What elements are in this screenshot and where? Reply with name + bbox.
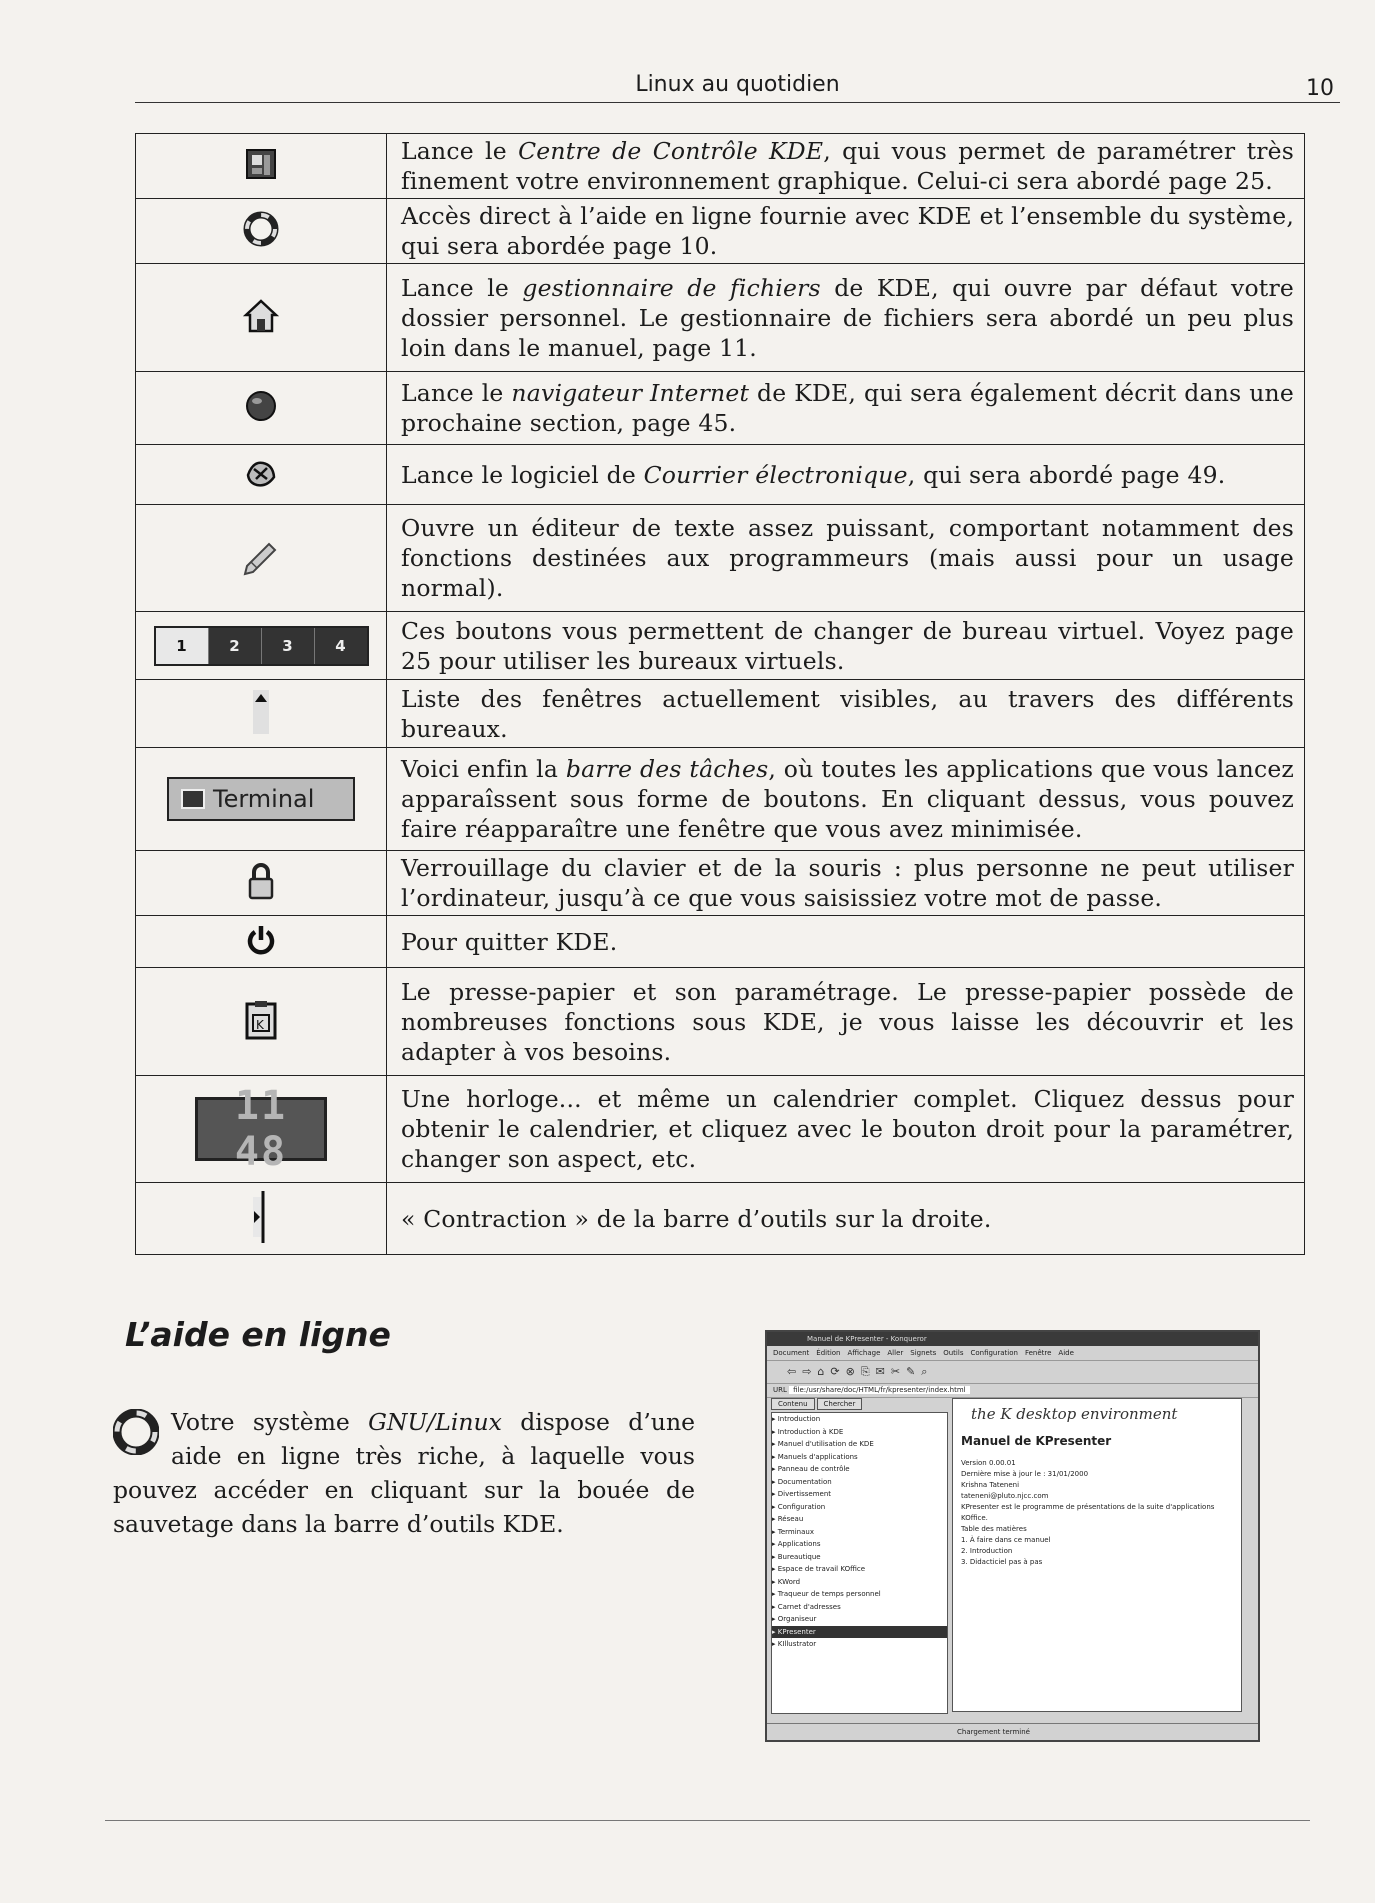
feature-description: Ouvre un éditeur de texte assez puissant, comportant notamment des fonctions destinées aux programmeurs (mais aussi pour un usage normal).: [387, 505, 1305, 612]
feature-icon-cell: [136, 372, 387, 445]
toolbar-icons: ⇦⇨⌂⟳⊗⎘✉✂✎⌕: [767, 1361, 1258, 1384]
lifebuoy-icon: [113, 1409, 159, 1464]
feature-description: Accès direct à l’aide en ligne fournie avec KDE et l’ensemble du système, qui sera abordée page 10.: [387, 199, 1305, 264]
sidebar-tab[interactable]: Chercher: [817, 1398, 863, 1410]
menu-item[interactable]: Aide: [1058, 1349, 1074, 1357]
tree-item[interactable]: ▸ Organiseur: [772, 1615, 817, 1623]
power-icon[interactable]: [244, 923, 278, 961]
desktop-button[interactable]: 3: [261, 628, 314, 664]
feature-icon-cell: [136, 612, 387, 680]
feature-icon-cell: [136, 1076, 387, 1183]
doc-line: Dernière mise à jour le : 31/01/2000: [961, 1470, 1089, 1478]
feature-row: [136, 851, 1305, 916]
lifebuoy-icon[interactable]: [243, 211, 279, 251]
feature-description: Verrouillage du clavier et de la souris : plus personne ne peut utiliser l’ordinateur, jusqu’à ce que vous saisissiez votre mot de passe.: [387, 851, 1305, 916]
feature-row: [136, 612, 1305, 680]
virtual-desktops-pager[interactable]: [154, 626, 369, 666]
desktop-button[interactable]: 1: [156, 628, 208, 664]
feature-description: Le presse-papier et son paramétrage. Le presse-papier possède de nombreuses fonctions sous KDE, je vous laisse les découvrir et les adapter à vos besoins.: [387, 968, 1305, 1076]
feature-icon-cell: [136, 968, 387, 1076]
tree-item[interactable]: ▸ Réseau: [772, 1515, 804, 1523]
kde-logo: the K desktop environment: [971, 1405, 1178, 1423]
tree-item[interactable]: ▸ Espace de travail KOffice: [772, 1565, 865, 1573]
tree-item[interactable]: ▸ KPresenter: [772, 1626, 947, 1639]
tree-item[interactable]: ▸ Applications: [772, 1540, 821, 1548]
tree-item[interactable]: ▸ Terminaux: [772, 1527, 814, 1536]
taskbar-button[interactable]: [167, 777, 355, 821]
clock-applet[interactable]: 11 48: [195, 1097, 327, 1161]
desktop-button[interactable]: 4: [314, 628, 367, 664]
tree-item[interactable]: ▸ Bureautique: [772, 1552, 821, 1561]
feature-description: « Contraction » de la barre d’outils sur la droite.: [387, 1183, 1305, 1255]
tree-item[interactable]: ▸ Divertissement: [772, 1490, 831, 1498]
feature-icon-cell: [136, 134, 387, 199]
desktop-button[interactable]: 2: [208, 628, 261, 664]
menu-item[interactable]: Configuration: [970, 1349, 1018, 1357]
menu-item[interactable]: Affichage: [847, 1349, 881, 1357]
url-field: file:/usr/share/doc/HTML/fr/kpresenter/index.html: [789, 1386, 969, 1394]
kde-panel-features-table: [135, 133, 1305, 1255]
doc-line: Version 0.00.01: [961, 1459, 1016, 1467]
lock-icon[interactable]: [245, 861, 277, 905]
page-header: [135, 68, 1340, 103]
doc-line: tateneni@pluto.njcc.com: [961, 1492, 1049, 1500]
tree-item[interactable]: ▸ KIllustrator: [772, 1640, 817, 1648]
clipboard-icon[interactable]: [244, 999, 278, 1045]
running-title: Linux au quotidien: [635, 72, 840, 97]
doc-line: 3. Didacticiel pas à pas: [961, 1558, 1043, 1566]
feature-row: [136, 1076, 1305, 1183]
collapse-arrow-icon[interactable]: [251, 1189, 271, 1249]
control-center-icon[interactable]: [244, 147, 278, 185]
feature-description: Lance le gestionnaire de fichiers de KDE, qui ouvre par défaut votre dossier personnel. Le gestionnaire de fichiers sera abordé un peu plus loin dans le manuel, page 11.: [387, 264, 1305, 372]
feature-row: [136, 680, 1305, 748]
menu-item[interactable]: Fenêtre: [1024, 1349, 1052, 1357]
feature-row: [136, 134, 1305, 199]
section-paragraph-text: Votre système GNU/Linux dispose d’une aide en ligne très riche, à laquelle vous pouvez accéder en cliquant sur la bouée de sauvetage dans la barre d’outils KDE.: [113, 1408, 695, 1538]
menu-item[interactable]: Édition: [816, 1349, 841, 1357]
feature-row: [136, 445, 1305, 505]
feature-icon-cell: [136, 264, 387, 372]
menu-bar: [767, 1346, 1258, 1361]
tree-item[interactable]: ▸ Documentation: [772, 1477, 832, 1486]
terminal-icon: [181, 789, 205, 809]
help-tree: [771, 1412, 948, 1714]
feature-row: [136, 264, 1305, 372]
feature-description: Liste des fenêtres actuellement visibles, au travers des différents bureaux.: [387, 680, 1305, 748]
feature-icon-cell: [136, 445, 387, 505]
page-number: 10: [1306, 76, 1334, 101]
doc-line: Krishna Tateneni: [961, 1481, 1020, 1489]
tree-item[interactable]: ▸ Traqueur de temps personnel: [772, 1590, 881, 1598]
sidebar-tab[interactable]: Contenu: [771, 1398, 815, 1410]
menu-item[interactable]: Aller: [887, 1349, 904, 1357]
svg-text:K: K: [256, 1017, 264, 1032]
feature-row: [136, 1183, 1305, 1255]
section-heading: L’aide en ligne: [125, 1315, 391, 1354]
location-bar: [767, 1384, 1258, 1398]
tree-item[interactable]: ▸ Introduction à KDE: [772, 1427, 844, 1436]
feature-description: Lance le Centre de Contrôle KDE, qui vous permet de paramétrer très finement votre environnement graphique. Celui-ci sera abordé page 25.: [387, 134, 1305, 199]
tree-item[interactable]: ▸ Manuel d'utilisation de KDE: [772, 1440, 874, 1448]
menu-item[interactable]: Outils: [943, 1349, 964, 1357]
taskbar-button-label: Terminal: [213, 785, 315, 813]
feature-description: Ces boutons vous permettent de changer de bureau virtuel. Voyez page 25 pour utiliser les bureaux virtuels.: [387, 612, 1305, 680]
feature-row: [136, 916, 1305, 968]
tree-item[interactable]: ▸ KWord: [772, 1577, 801, 1586]
home-icon[interactable]: [243, 298, 279, 338]
feature-description: Lance le logiciel de Courrier électronique, qui sera abordé page 49.: [387, 445, 1305, 505]
url-label: URL: [773, 1386, 787, 1394]
footer-rule: [105, 1820, 1310, 1821]
feature-row: [136, 372, 1305, 445]
section-paragraph: [113, 1405, 695, 1541]
tree-item[interactable]: ▸ Panneau de contrôle: [772, 1465, 850, 1473]
konqueror-screenshot: [765, 1330, 1260, 1742]
feature-icon-cell: [136, 851, 387, 916]
feature-icon-cell: [136, 1183, 387, 1255]
feature-icon-cell: [136, 680, 387, 748]
feature-description: Voici enfin la barre des tâches, où toutes les applications que vous lancez apparaîssent sous forme de boutons. En cliquant dessus, vous pouvez faire réapparaître une fenêtre que vous avez minimisée.: [387, 748, 1305, 851]
tree-item[interactable]: ▸ Introduction: [772, 1415, 821, 1423]
tree-item[interactable]: ▸ Configuration: [772, 1502, 826, 1511]
feature-icon-cell: [136, 748, 387, 851]
menu-item[interactable]: Signets: [910, 1349, 937, 1357]
tree-item[interactable]: ▸ Carnet d'adresses: [772, 1602, 841, 1611]
window-list-icon[interactable]: [249, 688, 273, 740]
globe-icon[interactable]: [244, 389, 278, 427]
tree-item[interactable]: ▸ Manuels d'applications: [772, 1452, 858, 1461]
feature-icon-cell: [136, 916, 387, 968]
sidebar-tabs: [771, 1398, 864, 1412]
feature-icon-cell: [136, 199, 387, 264]
feature-row: [136, 199, 1305, 264]
doc-line: 2. Introduction: [961, 1547, 1013, 1555]
status-bar: Chargement terminé: [767, 1723, 1258, 1740]
feature-row: [136, 748, 1305, 851]
menu-item[interactable]: Document: [773, 1349, 810, 1357]
feature-description: Pour quitter KDE.: [387, 916, 1305, 968]
mail-icon[interactable]: [243, 455, 279, 495]
feature-row: [136, 505, 1305, 612]
window-titlebar: Manuel de KPresenter - Konqueror: [767, 1332, 1258, 1346]
text-editor-icon[interactable]: [241, 536, 281, 580]
feature-description: Lance le navigateur Internet de KDE, qui sera également décrit dans une prochaine section, page 45.: [387, 372, 1305, 445]
feature-icon-cell: [136, 505, 387, 612]
doc-line: 1. À faire dans ce manuel: [961, 1536, 1051, 1544]
feature-row: [136, 968, 1305, 1076]
doc-line: KPresenter est le programme de présentations de la suite d'applications KOffice.: [961, 1503, 1215, 1522]
doc-line: Table des matières: [961, 1525, 1027, 1533]
help-content: [952, 1398, 1242, 1712]
feature-description: Une horloge... et même un calendrier complet. Cliquez dessus pour obtenir le calendrier, et cliquez avec le bouton droit pour la paramétrer, changer son aspect, etc.: [387, 1076, 1305, 1183]
doc-title: Manuel de KPresenter: [961, 1434, 1112, 1448]
